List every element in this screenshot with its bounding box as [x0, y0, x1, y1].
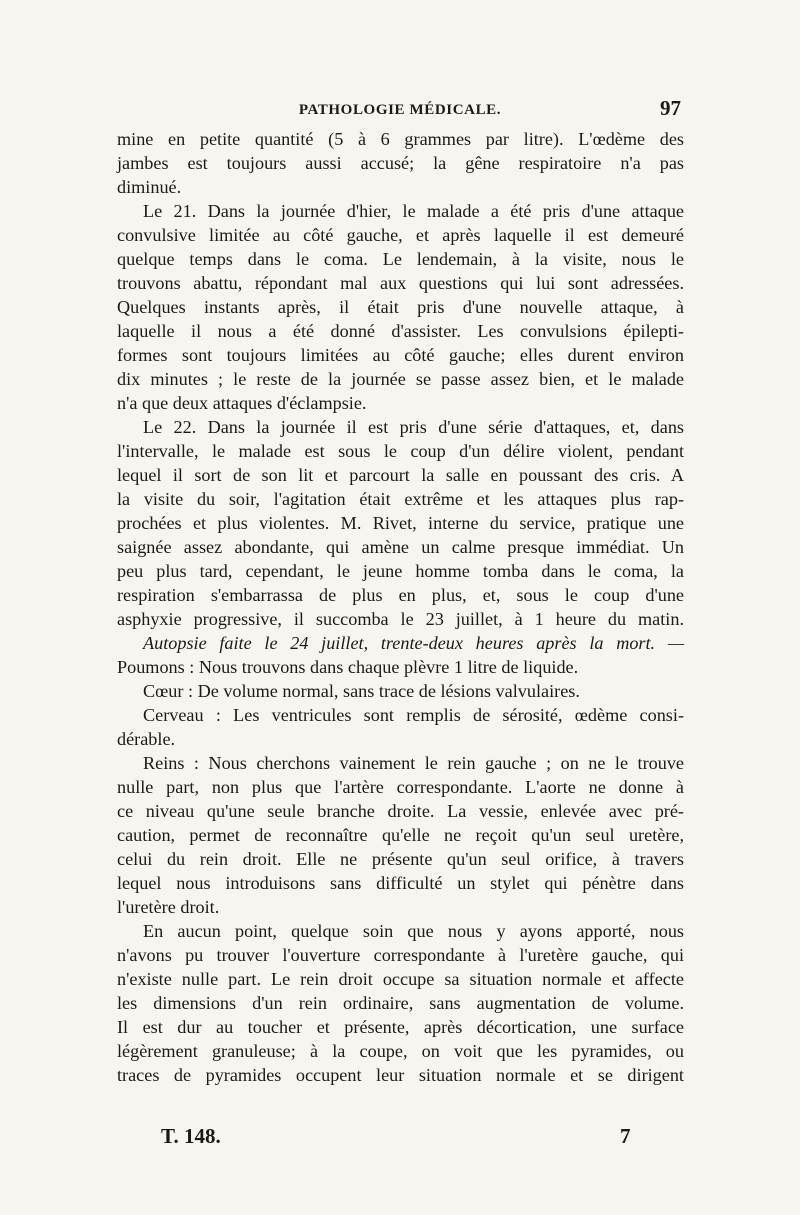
text-line: n'existe nulle part. Le rein droit occupe sa situation normale et affecte [117, 969, 684, 989]
text-line: dix minutes ; le reste de la journée se passe assez bien, et le malade [117, 369, 684, 389]
text-line: n'a que deux attaques d'éclampsie. [117, 393, 367, 413]
text-line: l'intervalle, le malade est sous le coup d'un délire violent, pendant [117, 441, 684, 461]
text-line: lequel il sort de son lit et parcourt la salle en poussant des cris. A [117, 465, 684, 485]
text-line: En aucun point, quelque soin que nous y ayons apporté, nous [143, 921, 684, 941]
text-line: la visite du soir, l'agitation était extrême et les attaques plus rap- [117, 489, 684, 509]
text-line: prochées et plus violentes. M. Rivet, interne du service, pratique une [117, 513, 684, 533]
text-line: jambes est toujours aussi accusé; la gêne respiratoire n'a pas [117, 153, 684, 173]
text-line: lequel nous introduisons sans difficulté un stylet qui pénètre dans [117, 873, 684, 893]
page-number: 97 [660, 96, 681, 120]
text-line: asphyxie progressive, il succomba le 23 juillet, à 1 heure du matin. [117, 609, 684, 629]
running-head: PATHOLOGIE MÉDICALE. [298, 102, 502, 118]
quire-number: 7 [620, 1124, 631, 1148]
text-line: Le 21. Dans la journée d'hier, le malade a été pris d'une attaque [143, 201, 684, 221]
text-line: Autopsie faite le 24 juillet, trente-deux heures après la mort. — [143, 633, 684, 653]
text-line: caution, permet de reconnaître qu'elle ne reçoit qu'un seul uretère, [117, 825, 684, 845]
text-line: Cerveau : Les ventricules sont remplis de sérosité, œdème consi- [143, 705, 684, 725]
body-text [117, 127, 684, 1087]
text-line: laquelle il nous a été donné d'assister. Les convulsions épilepti- [117, 321, 684, 341]
text-line: respiration s'embarrassa de plus en plus, et, sous le coup d'une [117, 585, 684, 605]
text-line: Il est dur au toucher et présente, après décortication, une surface [117, 1017, 684, 1037]
text-line: celui du rein droit. Elle ne présente qu'un seul orifice, à travers [117, 849, 684, 869]
text-line: les dimensions d'un rein ordinaire, sans augmentation de volume. [117, 993, 684, 1013]
text-line: l'uretère droit. [117, 897, 220, 917]
page-footer [117, 1124, 683, 1154]
text-line: nulle part, non plus que l'artère correspondante. L'aorte ne donne à [117, 777, 684, 797]
text-line: dérable. [117, 729, 176, 749]
text-line: convulsive limitée au côté gauche, et après laquelle il est demeuré [117, 225, 684, 245]
text-line: Quelques instants après, il était pris d'une nouvelle attaque, à [117, 297, 684, 317]
text-line: Cœur : De volume normal, sans trace de lésions valvulaires. [143, 681, 580, 701]
page-header [117, 96, 683, 126]
text-line: mine en petite quantité (5 à 6 grammes par litre). L'œdème des [117, 129, 684, 149]
text-line: peu plus tard, cependant, le jeune homme tomba dans le coma, la [117, 561, 684, 581]
text-line: légèrement granuleuse; à la coupe, on voit que les pyramides, ou [117, 1041, 684, 1061]
text-line: ce niveau qu'une seule branche droite. La vessie, enlevée avec pré- [117, 801, 684, 821]
text-line: Le 22. Dans la journée il est pris d'une série d'attaques, et, dans [143, 417, 684, 437]
text-line: formes sont toujours limitées au côté gauche; elles durent environ [117, 345, 684, 365]
text-line: Poumons : Nous trouvons dans chaque plèvre 1 litre de liquide. [117, 657, 579, 677]
text-line: trouvons abattu, répondant mal aux questions qui lui sont adressées. [117, 273, 684, 293]
text-line: diminué. [117, 177, 182, 197]
text-line: n'avons pu trouver l'ouverture correspondante à l'uretère gauche, qui [117, 945, 684, 965]
text-line: saignée assez abondante, qui amène un calme presque immédiat. Un [117, 537, 684, 557]
text-line: traces de pyramides occupent leur situation normale et se dirigent [117, 1065, 684, 1085]
text-line: Reins : Nous cherchons vainement le rein gauche ; on ne le trouve [143, 753, 684, 773]
text-line: quelque temps dans le coma. Le lendemain, à la visite, nous le [117, 249, 684, 269]
signature-mark: T. 148. [161, 1124, 221, 1148]
